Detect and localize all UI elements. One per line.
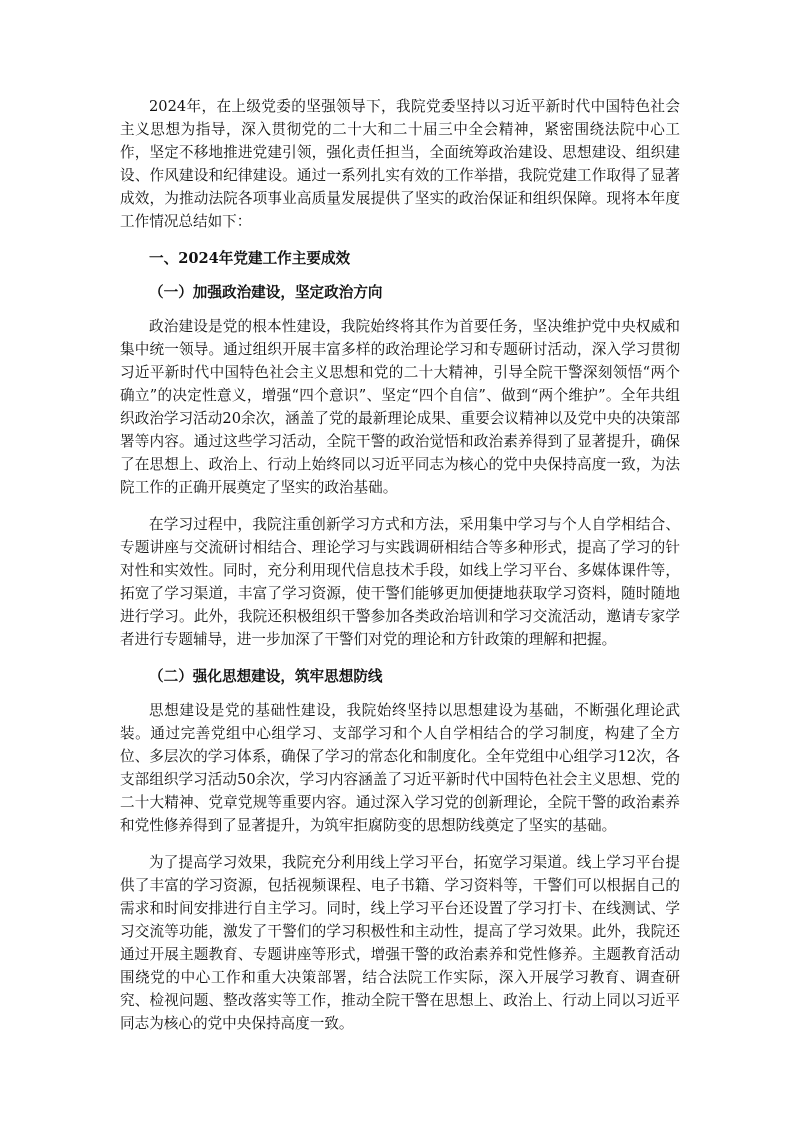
intro-paragraph: 2024年，在上级党委的坚强领导下，我院党委坚持以习近平新时代中国特色社会主义思想为指导，深入贯彻党的二十大和二十届三中全会精神，紧密围绕法院中心工作，坚定不移地推进党建引领，强化责任担当，全面统筹政治建设、思想建设、组织建设、作风建设和纪律建设。通过一系列扎实有效的工作举措，我院党建工作取得了显著成效，为推动法院各项事业高质量发展提供了坚实的政治保证和组织保障。现将本年度工作情况总结如下：	[120, 98, 680, 230]
document-page	[120, 95, 680, 1049]
section-heading-achievements: 一、2024年党建工作主要成效	[149, 250, 351, 267]
subsection-heading-ideological: （二）强化思想建设，筑牢思想防线	[149, 668, 383, 685]
subsection-heading-political: （一）加强政治建设，坚定政治方向	[149, 284, 383, 301]
political-paragraph-1: 政治建设是党的根本性建设，我院始终将其作为首要任务，坚决维护党中央权威和集中统一领导。通过组织开展丰富多样的政治理论学习和专题研讨活动，深入学习贯彻习近平新时代中国特色社会主义思想和党的二十大精神，引导全院干警深刻领悟“两个确立”的决定性意义，增强“四个意识”、坚定“四个自信”、做到“两个维护”。全年共组织政治学习活动20余次，涵盖了党的最新理论成果、重要会议精神以及党中央的决策部署等内容。通过这些学习活动，全院干警的政治觉悟和政治素养得到了显著提升，确保了在思想上、政治上、行动上始终同以习近平同志为核心的党中央保持高度一致，为法院工作的正确开展奠定了坚实的政治基础。	[120, 318, 680, 496]
ideological-paragraph-1: 思想建设是党的基础性建设，我院始终坚持以思想建设为基础，不断强化理论武装。通过完善党组中心组学习、支部学习和个人自学相结合的学习制度，构建了全方位、多层次的学习体系，确保了学习的常态化和制度化。全年党组中心组学习12次，各支部组织学习活动50余次，学习内容涵盖了习近平新时代中国特色社会主义思想、党的二十大精神、党章党规等重要内容。通过深入学习党的创新理论，全院干警的政治素养和党性修养得到了显著提升，为筑牢拒腐防变的思想防线奠定了坚实的基础。	[120, 702, 680, 834]
political-paragraph-2: 在学习过程中，我院注重创新学习方式和方法，采用集中学习与个人自学相结合、专题讲座与交流研讨相结合、理论学习与实践调研相结合等多种形式，提高了学习的针对性和实效性。同时，充分利用现代信息技术手段，如线上学习平台、多媒体课件等，拓宽了学习渠道，丰富了学习资源，使干警们能够更加便捷地获取学习资料，随时随地进行学习。此外，我院还积极组织干警参加各类政治培训和学习交流活动，邀请专家学者进行专题辅导，进一步加深了干警们对党的理论和方针政策的理解和把握。	[120, 516, 680, 648]
ideological-paragraph-2: 为了提高学习效果，我院充分利用线上学习平台，拓宽学习渠道。线上学习平台提供了丰富的学习资源，包括视频课程、电子书籍、学习资料等，干警们可以根据自己的需求和时间安排进行自主学习。同时，线上学习平台还设置了学习打卡、在线测试、学习交流等功能，激发了干警们的学习积极性和主动性，提高了学习效果。此外，我院还通过开展主题教育、专题讲座等形式，增强干警的政治素养和党性修养。主题教育活动围绕党的中心工作和重大决策部署，结合法院工作实际，深入开展学习教育、调查研究、检视问题、整改落实等工作，推动全院干警在思想上、政治上、行动上同以习近平同志为核心的党中央保持高度一致。	[120, 854, 680, 1032]
